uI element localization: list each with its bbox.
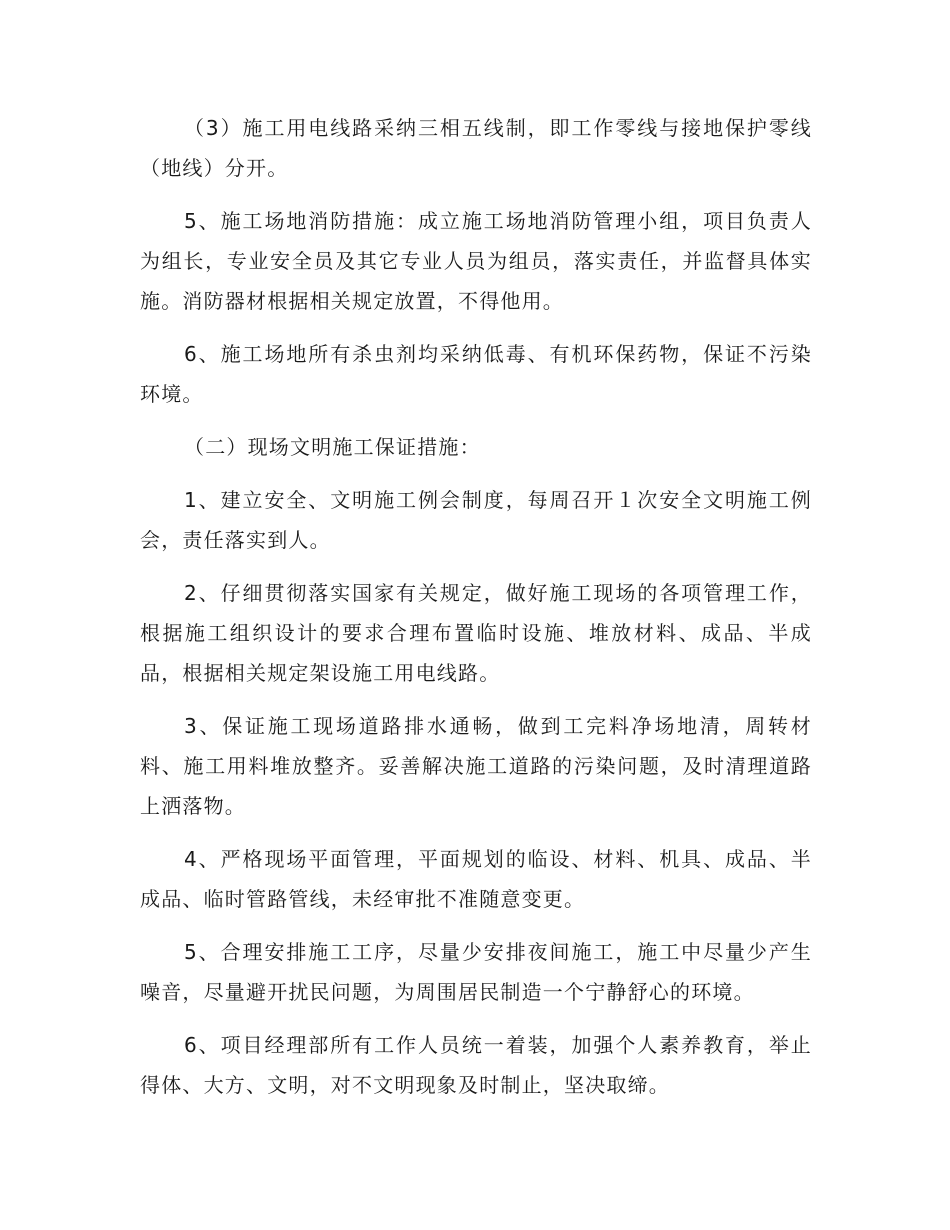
paragraph-plan-management: 4、严格现场平面管理，平面规划的临设、材料、机具、成品、半成品、临时管路管线，未经审批不准随意变更。 (140, 847, 812, 911)
paragraph-staff-conduct: 6、项目经理部所有工作人员统一着装，加强个人素养教育，举止得体、大方、文明，对不文明现象及时制止，坚决取缔。 (140, 1033, 812, 1097)
paragraph-fire-measures: 5、施工场地消防措施：成立施工场地消防管理小组，项目负责人为组长，专业安全员及其它专业人员为组员，落实责任，并监督具体实施。消防器材根据相关规定放置，不得他用。 (140, 209, 812, 313)
document-body (140, 108, 812, 1118)
paragraph-wiring: （3）施工用电线路采纳三相五线制，即工作零线与接地保护零线（地线）分开。 (140, 116, 812, 180)
paragraph-weekly-meeting: 1、建立安全、文明施工例会制度，每周召开１次安全文明施工例会，责任落实到人。 (140, 488, 812, 552)
paragraph-noise-control: 5、合理安排施工工序，尽量少安排夜间施工，施工中尽量少产生噪音，尽量避开扰民问题，为周围居民制造一个宁静舒心的环境。 (140, 940, 812, 1004)
paragraph-site-management: 2、仔细贯彻落实国家有关规定，做好施工现场的各项管理工作，根据施工组织设计的要求合理布置临时设施、堆放材料、成品、半成品，根据相关规定架设施工用电线路。 (140, 581, 812, 685)
section-heading-civilized-construction: （二）现场文明施工保证措施： (184, 435, 481, 459)
paragraph-insecticide: 6、施工场地所有杀虫剂均采纳低毒、有机环保药物，保证不污染环境。 (140, 342, 812, 406)
paragraph-road-drainage: 3、保证施工现场道路排水通畅，做到工完料净场地清，周转材料、施工用料堆放整齐。妥善解决施工道路的污染问题，及时清理道路上洒落物。 (140, 714, 812, 818)
